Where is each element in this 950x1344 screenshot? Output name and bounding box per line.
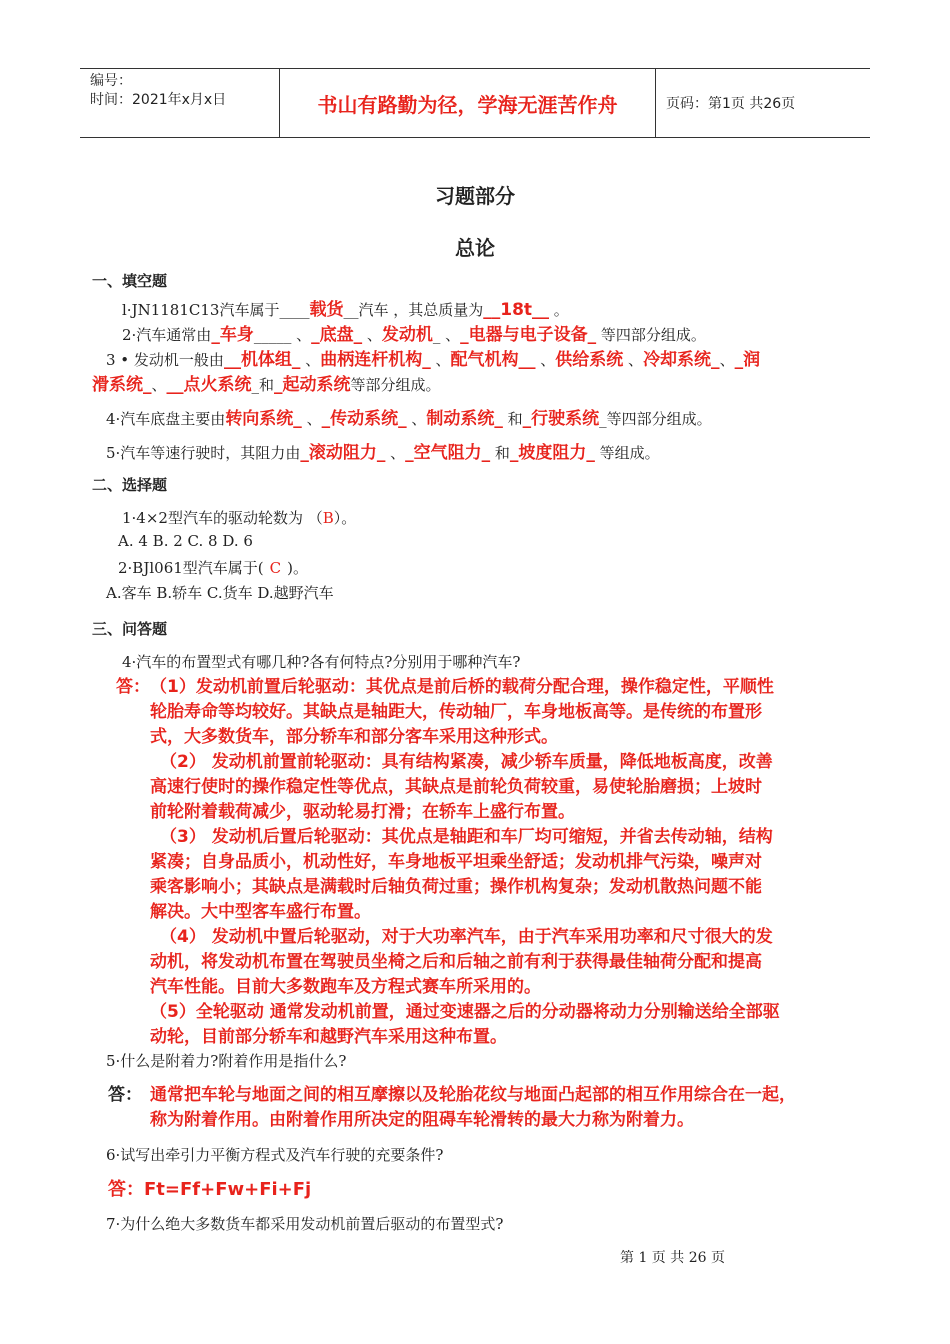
fill-question-1: l·JN1181C13汽车属于____载货__汽车 ，其总质量为__18t__ 。 [122, 300, 569, 320]
section-fill-heading: 一、填空题 [92, 272, 168, 290]
choice-question-2: 2·BJl061型汽车属于( C )。 [118, 559, 308, 577]
fill-question-4: 4·汽车底盘主要由转向系统_ 、_传动系统_ 、制动系统_ 和_行驶系统_等四部分组成。 [106, 409, 712, 429]
qa-question-4: 4·汽车的布置型式有哪几种?各有何特点?分别用于哪种汽车? [122, 653, 521, 671]
choice-options-2: A.客车 B.轿车 C.货车 D.越野汽车 [106, 584, 334, 602]
header-page-label: 页码：第1页 共26页 [666, 96, 796, 112]
document-header [80, 68, 870, 138]
page-subtitle: 总论 [455, 236, 495, 260]
section-qa-heading: 三、问答题 [92, 620, 168, 638]
qa-question-6: 6·试写出牵引力平衡方程式及汽车行驶的充要条件? [106, 1146, 444, 1164]
date-label: 时间：2021年x月x日 [90, 92, 227, 108]
section-choice-heading: 二、选择题 [92, 476, 168, 494]
choice-question-1: 1·4×2型汽车的驱动轮数为 （B）。 [122, 509, 357, 527]
qa-answer-5: 通常把车轮与地面之间的相互摩擦以及轮胎花纹与地面凸起部的相互作用综合在一起， 称为附着作用。由附着作用所决定的阻碍车轮滑转的最大力称为附着力。 [150, 1085, 796, 1130]
header-meta [80, 69, 280, 137]
qa-question-5: 5·什么是附着力?附着作用是指什么? [106, 1052, 347, 1070]
fill-question-5: 5·汽车等速行驶时，其阻力由_滚动阻力_ 、_空气阻力_ 和_坡度阻力_ 等组成。 [106, 443, 660, 463]
qa-answer-6: 答：Ft=Ff+Fw+Fi+Fj [108, 1179, 312, 1200]
page-footer: 第 1 页 共 26 页 [620, 1250, 725, 1266]
fill-question-3-cont: 滑系统_、__点火系统_和_起动系统等部分组成。 [92, 375, 441, 395]
qa-question-7: 7·为什么绝大多数货车都采用发动机前置后驱动的布置型式? [106, 1215, 504, 1233]
qa-answer-4: （1）发动机前置后轮驱动：其优点是前后桥的载荷分配合理，操作稳定性，平顺性 轮胎寿命等均较好。其缺点是轴距大，传动轴厂，车身地板高等。是传统的布置形 式，大多数货车，部分轿车和部分客车采用这种形式。 （2） 发动机前置前轮驱动：具有结构紧凑，减少轿车质量，降低地板高度，改善 高速行使时的操作稳定性等优点，其缺点是前轮负荷较重，易使轮胎磨损；上坡时 前轮附着载荷减少，驱动轮易打滑；在轿车上盛行布置。 （3） 发动机后置后轮驱动：其优点是轴距和车厂均可缩短，并省去传动轴，结构 紧凑；自身品质小，机动性好，车身地板平坦乘坐舒适；发动机排气污染，噪声对 乘客影响小；其缺点是满载时后轴负荷过重；操作机构复杂；发动机散热问题不能 解决。大中型客车盛行布置。 （4） 发动机中置后轮驱动，对于大功率汽车，由于汽车采用功率和尺寸很大的发 动机，将发动机布置在驾驶员坐椅之后和后轴之前有利于获得最佳轴荷分配和提高 汽车性能。目前大多数跑车及方程式赛车所采用的。 （5）全轮驱动 通常发动机前置，通过变速器之后的分动器将动力分别输送给全部驱 动轮，目前部分轿车和越野汽车采用这种布置。 [150, 677, 780, 1047]
page-title: 习题部分 [435, 184, 515, 208]
header-motto: 书山有路勤为径，学海无涯苦作舟 [280, 69, 656, 137]
fill-question-3: 3 • 发动机一般由__机体组_ 、曲柄连杆机构_ 、配气机构__ 、供给系统 、冷却系统_、_润 [106, 350, 761, 370]
qa-answer-4-label: 答： [116, 677, 150, 697]
qa-answer-5-label: 答： [108, 1085, 142, 1105]
fill-question-2: 2·汽车通常由_车身_____ 、_底盘_ 、发动机_ 、_电器与电子设备_ 等四部分组成。 [122, 325, 706, 345]
number-label: 编号： [90, 73, 132, 89]
choice-options-1: A. 4 B. 2 C. 8 D. 6 [118, 532, 253, 550]
